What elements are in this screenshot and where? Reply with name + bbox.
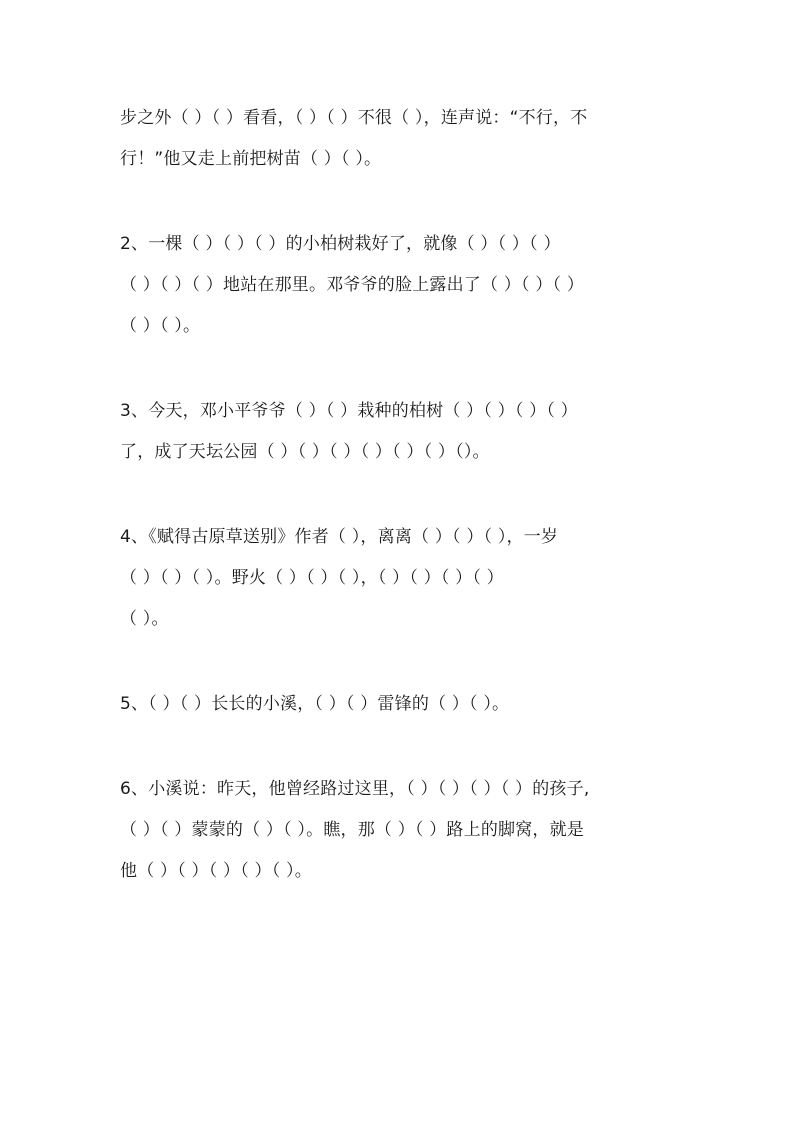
text-line: 6、小溪说：昨天，他曾经路过这里，（ ）（ ）（ ）（ ）的孩子, — [120, 779, 590, 799]
text-line: 5、（ ）（ ）长长的小溪，（ ）（ ）雷锋的（ ）（ ）。 — [120, 694, 510, 714]
text-line: 步之外（ ）（ ）看看，（ ）（ ）不很（ ），连声说：“不行，不 — [120, 108, 588, 128]
text-line: 他（ ）（ ）（ ）（ ）（ ）。 — [120, 861, 312, 881]
text-line: （ ）（ ）蒙蒙的（ ）（ ）。瞧，那（ ）（ ）路上的脚窝，就是 — [120, 820, 585, 840]
text-line: （ ）。 — [120, 609, 169, 629]
paragraph-4 — [120, 517, 676, 640]
text-line: 3、今天，邓小平爷爷（ ）（ ）栽种的柏树（ ）（ ）（ ）（ ） — [120, 401, 578, 421]
text-line: （ ）（ ）（ ）。野火（ ）（ ）（ ），（ ）（ ）（ ）（ ） — [120, 568, 504, 588]
paragraph-3 — [120, 391, 676, 473]
paragraph-2 — [120, 224, 676, 347]
text-line: 2、一棵（ ）（ ）（ ）的小柏树栽好了，就像（ ）（ ）（ ） — [120, 234, 561, 254]
paragraph-5 — [120, 684, 676, 725]
text-line: 4、《赋得古原草送别》作者（ ），离离（ ）（ ）（ ），一岁 — [120, 527, 559, 547]
text-line: 行！”他又走上前把树苗（ ）（ ）。 — [120, 149, 382, 169]
worksheet-body — [120, 98, 676, 892]
text-line: 了，成了天坛公园（ ）（ ）（ ）（ ）（ ）（ ）（）。 — [120, 442, 490, 462]
text-line: （ ）（ ）。 — [120, 316, 201, 336]
paragraph-1 — [120, 98, 676, 180]
text-line: （ ）（ ）（ ）地站在那里。邓爷爷的脸上露出了（ ）（ ）（ ） — [120, 275, 585, 295]
paragraph-6 — [120, 769, 676, 892]
